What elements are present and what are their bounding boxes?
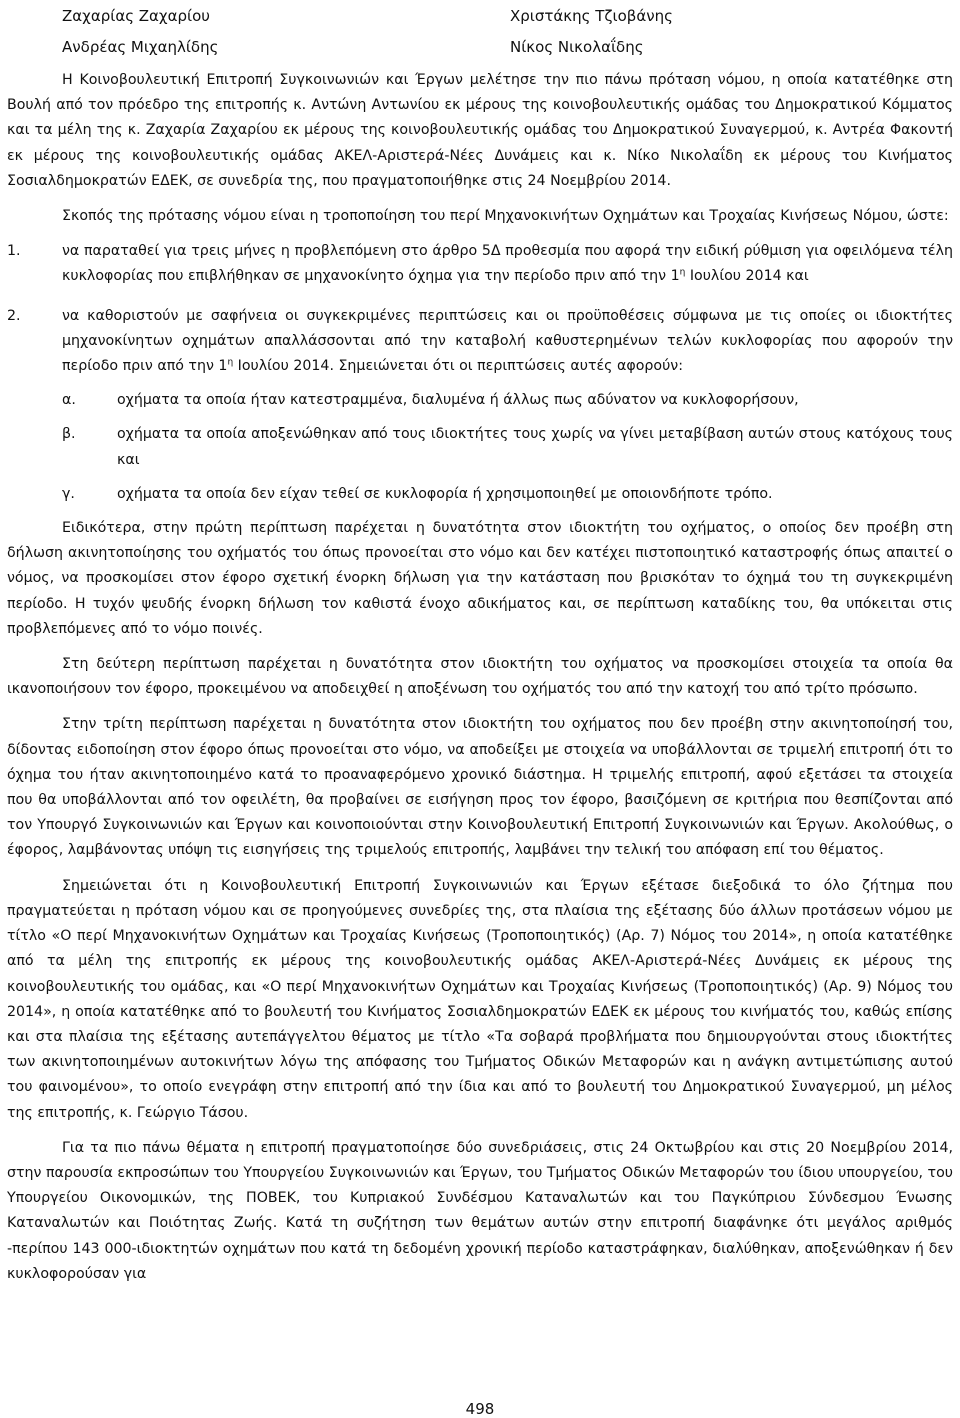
- signatory-name: Ζαχαρίας Ζαχαρίου: [62, 6, 210, 25]
- body-paragraph: Στην τρίτη περίπτωση παρέχεται η δυνατότητα στον ιδιοκτήτη του οχήματος που δεν προέβη στην ακινητοποίησή του, δίδοντας ειδοποίηση στον έφορο όπως προνοείται στο νόμο, να αποδείξει με στοιχεία να υποβάλλονται σε τριμελή επιτροπή ότι το όχημα του ήταν ακινητοποιημένο κατά το προαναφερόμενο χρονικό διάστημα. Η τριμελής επιτροπή, αφού εξετάσει τα στοιχεία που θα υποβάλλονται από τον οφειλέτη, θα προβαίνει σε εισήγηση προς τον έφορο, βασιζόμενη σε κριτήρια που θεσπίζονται από τον Υπουργό Συγκοινωνιών και Έργων και κοινοποιούνται στην Κοινοβουλευτική Επιτροπή Συγκοινωνιών και Έργων. Ακολούθως, ο έφορος, λαμβάνοντας υπόψη τις εισηγήσεις της τριμελούς επιτροπής, λαμβάνει την τελική του απόφαση επί του θέματος.: [7, 716, 953, 859]
- item-text: να καθοριστούν με σαφήνεια οι συγκεκριμένες περιπτώσεις και οι προϋποθέσεις σύμφωνα με τις οποίες οι ιδιοκτήτες μηχανοκίνητων οχημάτων απαλλάσσονται από την καταβολή καθυστερημένων τελών κυκλοφορίας που αφορούν την περίοδο πριν από την $1^\eta$ Ιουλίου 2014. Σημειώνεται ότι οι περιπτώσεις αυτές αφορούν:: [62, 307, 953, 375]
- item-number: 1.: [7, 243, 21, 260]
- purpose-paragraph: Σκοπός της πρότασης νόμου είναι η τροποποίηση του περί Μηχανοκινήτων Οχημάτων και Τροχαίας Κινήσεως Νόμου, ώστε:: [62, 208, 949, 225]
- body-paragraph: Για τα πιο πάνω θέματα η επιτροπή πραγματοποίησε δύο συνεδριάσεις, στις 24 Οκτωβρίου και στις 20 Νοεμβρίου 2014, στην παρουσία εκπροσώπων του Υπουργείου Συγκοινωνιών και Έργων, του Τμήματος Οδικών Μεταφορών του ίδιου υπουργείου, του Υπουργείου Οικονομικών, της ΠΟΒΕΚ, του Κυπριακού Συνδέσμου Καταναλωτών και του Παγκύπριου Σύνδεσμου Ένωσης Καταναλωτών και Ποιότητας Ζωής. Κατά τη συζήτηση των θεμάτων αυτών στην επιτροπή διαφάνηκε ότι μεγάλος αριθμός -περίπου 143 000-ιδιοκτητών οχημάτων που κατά τη δεδομένη χρονική περίοδο καταστράφηκαν, διαλύθηκαν, αποξενώθηκαν ή δεν κυκλοφορούσαν για: [7, 1139, 953, 1282]
- list-item: [7, 304, 953, 380]
- sub-item: [7, 482, 953, 507]
- document-page: [7, 0, 953, 1287]
- sub-item-text: οχήματα τα οποία δεν είχαν τεθεί σε κυκλοφορία ή χρησιμοποιηθεί με οποιονδήποτε τρόπο.: [117, 485, 773, 502]
- signatures-row-1: [7, 0, 953, 31]
- body-paragraph: Στη δεύτερη περίπτωση παρέχεται η δυνατότητα στον ιδιοκτήτη του οχήματος να προσκομίσει στοιχεία τα οποία θα ικανοποιήσουν τον έφορο, προκειμένου να αποδειχθεί η αποξένωση του οχήματός του από την κατοχή του από τρίτο πρόσωπο.: [7, 656, 953, 698]
- sub-item-text: οχήματα τα οποία ήταν κατεστραμμένα, διαλυμένα ή άλλως πως αδύνατον να κυκλοφορήσουν,: [117, 392, 799, 409]
- signatures-row-2: [7, 31, 953, 62]
- sub-item-letter: β.: [62, 426, 76, 443]
- signatory-name: Ανδρέας Μιχαηλίδης: [62, 37, 219, 56]
- sub-item: [7, 422, 953, 472]
- body-paragraph: Ειδικότερα, στην πρώτη περίπτωση παρέχεται η δυνατότητα στον ιδιοκτήτη του οχήματος, ο οποίος δεν προέβη στη δήλωση ακινητοποίησης του οχήματός του όπως προνοείται στο νόμο και δεν κατέχει πιστοποιητικό καταστροφής όπως απαιτεί ο νόμος, να προσκομίσει στον έφορο σχετική ένορκη δήλωση για την κατάσταση που βρισκόταν το όχημά του τη συγκεκριμένη περίοδο. Η τυχόν ψευδής ένορκη δήλωση τον καθιστά ένοχο αδικήματος και, σε περίπτωση καταδίκης του, θα υπόκειται στις προβλεπόμενες από το νόμο ποινές.: [7, 520, 953, 637]
- page-number: 498: [465, 1400, 495, 1418]
- signatory-name: Νίκος Νικολαΐδης: [510, 37, 644, 56]
- body-paragraph: Σημειώνεται ότι η Κοινοβουλευτική Επιτροπή Συγκοινωνιών και Έργων εξέτασε διεξοδικά το όλο ζήτημα που πραγματεύεται η πρόταση νόμου και σε προηγούμενες συνεδρίες της, στα πλαίσια της εξέτασης δύο άλλων προτάσεων νόμου με τίτλο «Ο περί Μηχανοκινήτων Οχημάτων και Τροχαίας Κινήσεως (Τροποποιητικός) (Αρ. 7) Νόμος του 2014», η οποία κατατέθηκε από τα μέλη της επιτροπής εκ μέρους της κοινοβουλευτικής ομάδας ΑΚΕΛ-Αριστερά-Νέες Δυνάμεις εκ μέρους της κοινοβουλευτικής του ομάδας, και «Ο περί Μηχανοκινήτων Οχημάτων και Τροχαίας Κινήσεως (Τροποποιητικός) (Αρ. 9) Νόμος του 2014», η οποία κατατέθηκε από το βουλευτή του Κινήματος Σοσιαλδημοκρατών ΕΔΕΚ εκ μέρους του κινήματός του, καθώς επίσης και στα πλαίσια της εξέτασης αυτεπάγγελτου θέματος με τίτλο «Τα σοβαρά προβλήματα που δημιουργούνται στους ιδιοκτήτες των ακινητοποιημένων αυτοκινήτων λόγω της απόφασης του Τμήματος Οδικών Μεταφορών και η ανάγκη αντιμετώπισης αυτού του φαινομένου», το οποίο ενεγράφη στην επιτροπή από την ίδια και από το βουλευτή του Δημοκρατικού Συναγερμού, μη μέλος της επιτροπής, κ. Γεώργιο Τάσου.: [7, 877, 953, 1121]
- item-text: να παραταθεί για τρεις μήνες η προβλεπόμενη στο άρθρο 5Δ προθεσμία που αφορά την ειδική ρύθμιση για οφειλόμενα τέλη κυκλοφορίας που επιβλήθηκαν σε μηχανοκίνητο όχημα για την περίοδο πριν από την $1^\eta$ Ιουλίου 2014 και: [62, 243, 953, 285]
- sub-item-text: οχήματα τα οποία αποξενώθηκαν από τους ιδιοκτήτες τους χωρίς να γίνει μεταβίβαση αυτών στους κατόχους τους και: [117, 426, 953, 468]
- list-item: [7, 239, 953, 289]
- signatory-name: Χριστάκης Τζιοβάνης: [510, 6, 673, 25]
- intro-paragraph: Η Κοινοβουλευτική Επιτροπή Συγκοινωνιών και Έργων μελέτησε την πιο πάνω πρόταση νόμου, η οποία κατατέθηκε στη Βουλή από τον πρόεδρο της επιτροπής κ. Αντώνη Αντωνίου εκ μέρους της κοινοβουλευτικής ομάδας του Δημοκρατικού Κόμματος και τα μέλη της κ. Ζαχαρία Ζαχαρίου εκ μέρους της κοινοβουλευτικής ομάδας του Δημοκρατικού Συναγερμού, κ. Αντρέα Φακοντή εκ μέρους της κοινοβουλευτικής ομάδας ΑΚΕΛ-Αριστερά-Νέες Δυνάμεις και κ. Νίκο Νικολαΐδη εκ μέρους του Κινήματος Σοσιαλδημοκρατών ΕΔΕΚ, σε συνεδρία της, που πραγματοποιήθηκε στις 24 Νοεμβρίου 2014.: [7, 72, 953, 189]
- sub-item: [7, 388, 953, 413]
- sub-item-letter: γ.: [62, 485, 75, 502]
- sub-item-letter: α.: [62, 392, 76, 409]
- item-number: 2.: [7, 307, 21, 324]
